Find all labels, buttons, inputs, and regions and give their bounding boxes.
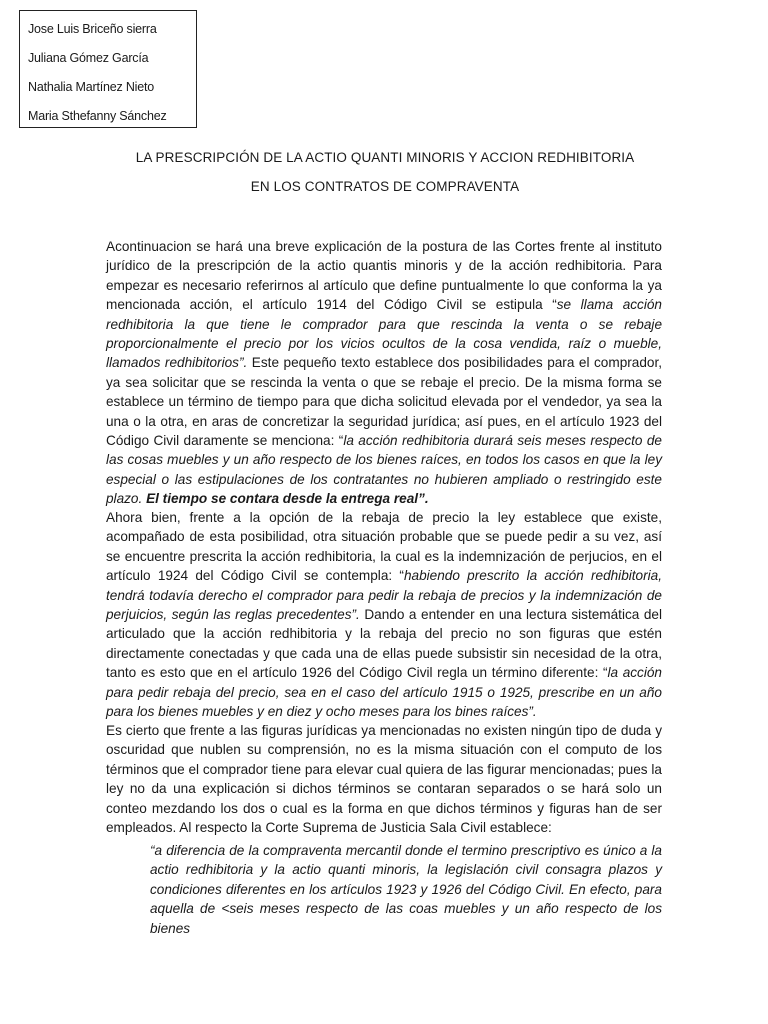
author-name: Maria Sthefanny Sánchez <box>28 109 167 123</box>
paragraph-text: Ahora bien, frente a la opción de la rebaja de precio la ley establece que existe, acompañado de esta posibilidad, otra situación probable que se puede pedir a su vez, así se encuentre prescrita la acción redhibitoria, la cual es la indemnización de perjucios, en el artículo 1924 del Código Civil se contempla: “ <box>106 510 662 584</box>
paragraph-text: Es cierto que frente a las figuras jurídicas ya mencionadas no existen ningún tipo de duda y oscuridad que nublen su comprensión, no es la misma situación con el computo de los términos que el comprador tiene para elevar cual quiera de las figurar mencionadas; pues la ley no da una explicación si dichos términos se contaran separados o se hará solo un conteo mezdando los dos o cual es la forma en que dichos términos y figuras han de ser empleados. Al respecto la Corte Suprema de Justicia Sala Civil establece: <box>106 723 662 836</box>
inline-quote: la acción para pedir rebaja del precio, sea en el caso del artículo 1915 o 1925, prescribe en un año para los bienes muebles y en diez y ocho meses para los bines raíces”. <box>106 665 662 720</box>
author-name: Nathalia Martínez Nieto <box>28 80 155 94</box>
inline-quote: habiendo prescrito la acción redhibitoria, tendrá todavía derecho el comprador para pedir la rebaja de precios y la indemnización de perjuicios, según las reglas precedentes”. <box>106 568 663 623</box>
block-quote-text: “a diferencia de la compraventa mercantil donde el termino prescriptivo es único a la actio redhibitoria y la actio quanti minoris, la legislación civil consagra plazos y condiciones diferentes en los artículos 1923 y 1926 del Código Civil. En efecto, para aquella de <seis meses respecto de las coas muebles y un año respecto de los bienes <box>150 843 662 936</box>
paragraph-3 <box>106 721 662 837</box>
author-name: Juliana Gómez García <box>28 51 149 65</box>
inline-quote-bold: El tiempo se contara desde la entrega real”. <box>146 491 429 507</box>
paragraph-text: Acontinuacion se hará una breve explicación de la postura de las Cortes frente al instituto jurídico de la prescripción de la actio quantis minoris y de la acción redhibitoria. Para empezar es necesario referirnos al artículo que define puntualmente lo que conforma la ya mencionada acción, el artículo 1914 del Código Civil se estipula “ <box>106 239 662 313</box>
paragraph-2 <box>106 508 662 721</box>
block-quote <box>150 841 662 938</box>
author-name: Jose Luis Briceño sierra <box>28 22 157 36</box>
paragraph-text: Dando a entender en una lectura sistemática del articulado que la acción redhibitoria y la rebaja del precio no son figuras que estén directamente conectadas y que cada una de ellas puede subsistir sin necesidad de la otra, tanto es esto que en el artículo 1926 del Código Civil regla un término diferente: “ <box>106 607 662 681</box>
inline-quote: se llama acción redhibitoria la que tiene le comprador para que rescinda la venta o se rebaje proporcionalmente el precio por los vicios ocultos de la cosa vendida, raíz o mueble, llamados redhibitorios”. <box>106 297 662 371</box>
authors-box <box>19 10 197 128</box>
paragraph-1 <box>106 237 662 509</box>
inline-quote: la acción redhibitoria durará seis meses respecto de las cosas muebles y un año respecto de los bienes raíces, en todos los casos en que la ley especial o las estipulaciones de los contratantes no hubieren ampliado o restringido este plazo. <box>106 433 662 507</box>
document-title-line-1: LA PRESCRIPCIÓN DE LA ACTIO QUANTI MINORIS Y ACCION REDHIBITORIA <box>135 150 635 165</box>
paragraph-text: Este pequeño texto establece dos posibilidades para el comprador, ya sea solicitar que se rescinda la venta o que se rebaje el precio. De la misma forma se establece un término de tiempo para que dicha solicitud elevada por el vendedor, ya sea la una o la otra, en aras de concretizar la seguridad jurídica; así pues, en el artículo 1923 del Código Civil daramente se menciona: “ <box>106 355 663 449</box>
document-title-line-2: EN LOS CONTRATOS DE COMPRAVENTA <box>250 179 520 194</box>
